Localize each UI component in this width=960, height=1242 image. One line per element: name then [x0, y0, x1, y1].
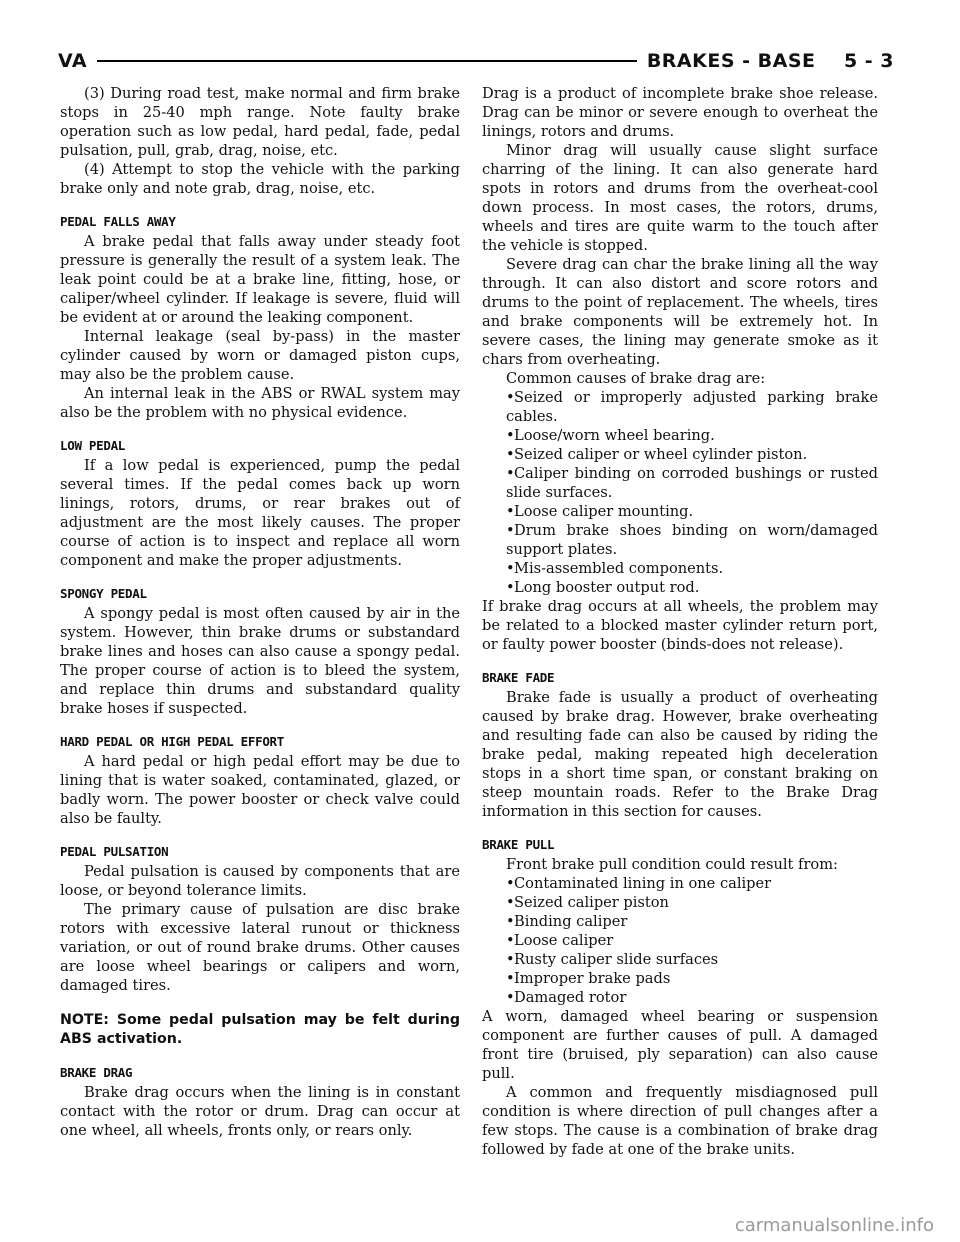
body-paragraph: A spongy pedal is most often caused by air in the system. However, thin brake drums or substandard brake lines and hoses can also cause a spongy pedal. The proper course of action is to bleed the system, and replace thin drums and substandard quality brake hoses if suspected. [60, 605, 460, 717]
bullet-icon: • [506, 522, 515, 539]
section-heading: BRAKE PULL [482, 837, 555, 852]
bullet-icon: • [506, 503, 515, 520]
section-heading: LOW PEDAL [60, 438, 126, 453]
body-paragraph: Pedal pulsation is caused by components that are loose, or beyond tolerance limits. [60, 863, 460, 899]
bullet-text: Loose caliper [514, 932, 614, 949]
bullet-item [482, 931, 878, 950]
body-paragraph: (4) Attempt to stop the vehicle with the parking brake only and note grab, drag, noise, etc. [60, 161, 460, 197]
body-paragraph: A brake pedal that falls away under steady foot pressure is generally the result of a system leak. The leak point could be at a brake line, fitting, hose, or caliper/wheel cylinder. If leakage is severe, fluid will be evident at or around the leaking component. [60, 233, 460, 326]
bullet-icon: • [506, 951, 515, 968]
body-paragraph: Drag is a product of incomplete brake shoe release. Drag can be minor or severe enough to overheat the linings, rotors and drums. [482, 85, 878, 140]
section-heading: PEDAL PULSATION [60, 844, 169, 859]
bullet-icon: • [506, 389, 515, 406]
body-paragraph: The primary cause of pulsation are disc brake rotors with excessive lateral runout or thickness variation, or out of round brake drums. Other causes are loose wheel bearings or calipers and worn, damaged tires. [60, 901, 460, 994]
body-paragraph: An internal leak in the ABS or RWAL system may also be the problem with no physical evidence. [60, 385, 460, 421]
body-paragraph: Common causes of brake drag are: [506, 370, 766, 387]
bullet-icon: • [506, 932, 515, 949]
page-header [58, 45, 894, 77]
bullet-text: Seized or improperly adjusted parking brake cables. [506, 389, 878, 425]
header-rule [97, 60, 637, 62]
section-heading: PEDAL FALLS AWAY [60, 214, 176, 229]
bullet-item [482, 445, 878, 464]
bullet-text: Loose caliper mounting. [514, 503, 694, 520]
body-paragraph: Minor drag will usually cause slight surface charring of the lining. It can also generate hard spots in rotors and drums from the overheat-cool down process. In most cases, the rotors, drums, wheels and tires are quite warm to the touch after the vehicle is stopped. [482, 142, 878, 254]
body-paragraph: If a low pedal is experienced, pump the pedal several times. If the pedal comes back up worn linings, rotors, drums, or rear brakes out of adjustment are the most likely causes. The proper course of action is to inspect and replace all worn component and make the proper adjustments. [60, 457, 460, 569]
bullet-text: Binding caliper [514, 913, 628, 930]
section-heading: SPONGY PEDAL [60, 586, 147, 601]
bullet-icon: • [506, 427, 515, 444]
bullet-icon: • [506, 579, 515, 596]
bullet-text: Drum brake shoes binding on worn/damaged support plates. [506, 522, 878, 558]
bullet-item [482, 426, 878, 445]
bullet-item [482, 388, 878, 426]
body-paragraph: A worn, damaged wheel bearing or suspension component are further causes of pull. A damaged front tire (bruised, ply separation) can also cause pull. [482, 1008, 878, 1082]
bullet-item [482, 988, 878, 1007]
bullet-item [482, 521, 878, 559]
bullet-item [482, 893, 878, 912]
bullet-text: Seized caliper or wheel cylinder piston. [514, 446, 808, 463]
bullet-item [482, 578, 878, 597]
bullet-icon: • [506, 875, 515, 892]
body-paragraph: Brake drag occurs when the lining is in constant contact with the rotor or drum. Drag can occur at one wheel, all wheels, fronts only, or rears only. [60, 1084, 460, 1139]
bullet-item [482, 502, 878, 521]
header-section-code: VA [58, 50, 88, 72]
watermark: carmanualsonline.info [734, 1215, 934, 1236]
bullet-text: Improper brake pads [514, 970, 671, 987]
bullet-icon: • [506, 894, 515, 911]
bullet-item [482, 969, 878, 988]
body-paragraph: If brake drag occurs at all wheels, the problem may be related to a blocked master cylinder return port, or faulty power booster (binds-does not release). [482, 598, 878, 653]
bullet-icon: • [506, 970, 515, 987]
bullet-icon: • [506, 465, 515, 482]
bullet-text: Damaged rotor [514, 989, 627, 1006]
bullet-text: Seized caliper piston [514, 894, 669, 911]
section-heading: BRAKE FADE [482, 670, 555, 685]
body-paragraph: Internal leakage (seal by-pass) in the master cylinder caused by worn or damaged piston cups, may also be the problem cause. [60, 328, 460, 383]
bullet-text: Loose/worn wheel bearing. [514, 427, 715, 444]
bullet-text: Long booster output rod. [514, 579, 700, 596]
body-paragraph: (3) During road test, make normal and firm brake stops in 25-40 mph range. Note faulty brake operation such as low pedal, hard pedal, fade, pedal pulsation, pull, grab, drag, noise, etc. [60, 85, 460, 159]
body-paragraph: Front brake pull condition could result from: [506, 856, 838, 873]
section-heading: BRAKE DRAG [60, 1065, 133, 1080]
left-column [60, 84, 460, 1140]
bullet-item [482, 464, 878, 502]
bullet-icon: • [506, 989, 515, 1006]
bullet-icon: • [506, 913, 515, 930]
bullet-text: Contaminated lining in one caliper [514, 875, 772, 892]
body-paragraph: A common and frequently misdiagnosed pull condition is where direction of pull changes after a few stops. The cause is a combination of brake drag followed by fade at one of the brake units. [482, 1084, 878, 1158]
bullet-icon: • [506, 560, 515, 577]
right-column [482, 84, 878, 1159]
section-heading: HARD PEDAL OR HIGH PEDAL EFFORT [60, 734, 284, 749]
bullet-item [482, 559, 878, 578]
body-paragraph: Severe drag can char the brake lining all the way through. It can also distort and score rotors and drums to the point of replacement. The wheels, tires and brake components will be extremely hot. In severe cases, the lining may generate smoke as it chars from overheating. [482, 256, 878, 368]
bullet-text: Mis-assembled components. [514, 560, 724, 577]
bullet-item [482, 912, 878, 931]
header-page-title: BRAKES - BASE 5 - 3 [646, 50, 894, 72]
bullet-text: Rusty caliper slide surfaces [514, 951, 719, 968]
body-paragraph: A hard pedal or high pedal effort may be due to lining that is water soaked, contaminated, glazed, or badly worn. The power booster or check valve could also be faulty. [60, 753, 460, 827]
bullet-icon: • [506, 446, 515, 463]
note-text: NOTE: Some pedal pulsation may be felt during ABS activation. [60, 1012, 460, 1047]
body-paragraph: Brake fade is usually a product of overheating caused by brake drag. However, brake overheating and resulting fade can also be caused by riding the brake pedal, making repeated high deceleration stops in a short time span, or constant braking on steep mountain roads. Refer to the Brake Drag information in this section for causes. [482, 689, 878, 820]
bullet-text: Caliper binding on corroded bushings or rusted slide surfaces. [506, 465, 878, 501]
bullet-item [482, 874, 878, 893]
bullet-item [482, 950, 878, 969]
